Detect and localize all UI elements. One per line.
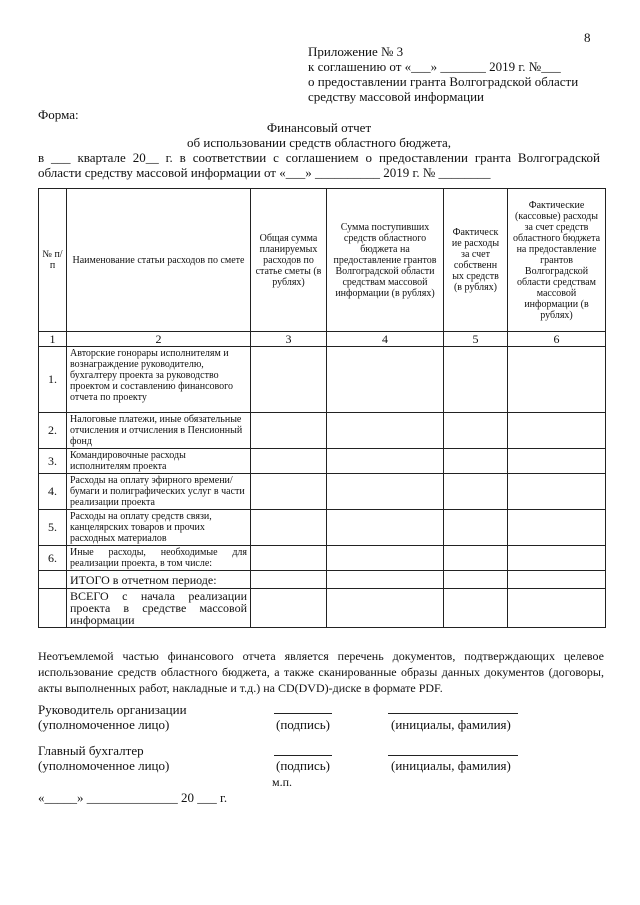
col-number: 2 — [67, 332, 251, 347]
head-name-caption: (инициалы, фамилия) — [391, 717, 511, 732]
column-number-row — [39, 332, 606, 347]
total-all-row — [39, 589, 606, 628]
cell-own-funds[interactable] — [444, 510, 508, 546]
total-period-label: ИТОГО в отчетном периоде: — [67, 571, 251, 589]
accountant-signature-caption: (подпись) — [276, 758, 330, 773]
cell-own-funds[interactable] — [444, 474, 508, 510]
col-number: 3 — [251, 332, 327, 347]
table-row — [39, 413, 606, 449]
table-row — [39, 449, 606, 474]
cell-actual[interactable] — [508, 510, 606, 546]
row-name: Расходы на оплату средств связи, канцелярских товаров и прочих расходных материалов — [67, 510, 251, 546]
accountant-name-caption: (инициалы, фамилия) — [391, 758, 511, 773]
appendix-line-2: к соглашению от «___» _______ 2019 г. №___ — [308, 59, 561, 74]
cell-own-funds[interactable] — [444, 413, 508, 449]
cell-received[interactable] — [327, 449, 444, 474]
cell-actual[interactable] — [508, 546, 606, 571]
cell-planned[interactable] — [251, 546, 327, 571]
title-line-2: об использовании средств областного бюджета, — [187, 135, 451, 150]
row-num: 1. — [39, 347, 67, 413]
cell-received[interactable] — [327, 571, 444, 589]
appendix-line-1: Приложение № 3 — [308, 44, 404, 59]
cell-own-funds[interactable] — [444, 571, 508, 589]
col-number: 4 — [327, 332, 444, 347]
cell-received[interactable] — [327, 589, 444, 628]
stamp-place: м.п. — [272, 775, 293, 789]
row-name: Иные расходы, необходимые для реализации проекта, в том числе: — [67, 546, 251, 571]
cell-own-funds[interactable] — [444, 546, 508, 571]
header-planned: Общая сумма планируемых расходов по статье сметы (в рублях) — [251, 189, 327, 332]
title-line-1: Финансовый отчет — [266, 120, 372, 135]
appendix-line-3: о предоставлении гранта Волгоградской области — [308, 74, 579, 89]
form-label: Форма: — [38, 107, 79, 122]
row-num-empty — [39, 571, 67, 589]
report-title — [38, 120, 600, 180]
col-number: 1 — [39, 332, 67, 347]
page-number: 8 — [584, 30, 591, 45]
row-name: Расходы на оплату эфирного времени/бумаги и полиграфических услуг в части реализации проекта — [67, 474, 251, 510]
head-title: Руководитель организации — [38, 702, 187, 717]
table-row — [39, 347, 606, 413]
col-number: 6 — [508, 332, 606, 347]
cell-received[interactable] — [327, 347, 444, 413]
cell-actual[interactable] — [508, 413, 606, 449]
cell-actual[interactable] — [508, 571, 606, 589]
table-row — [39, 546, 606, 571]
head-signature-line[interactable] — [274, 713, 332, 714]
total-period-row — [39, 571, 606, 589]
cell-received[interactable] — [327, 510, 444, 546]
row-num: 6. — [39, 546, 67, 571]
report-table — [38, 188, 606, 628]
accountant-title: Главный бухгалтер — [38, 743, 144, 758]
row-num: 5. — [39, 510, 67, 546]
note-paragraph: Неотъемлемой частью финансового отчета является перечень документов, подтверждающих целевое использование средств областного бюджета, а также сканированные образы данных документов (договоры, акты выполненных работ, накладные и т.д.) на CD(DVD)-диске в формате PDF. — [38, 649, 604, 695]
title-line-3: в ___ квартале 20__ г. в соответствии с соглашением о предоставлении гранта Волгоградской — [38, 150, 600, 165]
cell-own-funds[interactable] — [444, 449, 508, 474]
title-line-4: области средству массовой информации от «___» __________ 2019 г. № ________ — [38, 165, 491, 180]
cell-actual[interactable] — [508, 589, 606, 628]
row-name: Налоговые платежи, иные обязательные отчисления и отчисления в Пенсионный фонд — [67, 413, 251, 449]
head-signature-caption: (подпись) — [276, 717, 330, 732]
accountant-signature-line[interactable] — [274, 755, 332, 756]
cell-received[interactable] — [327, 474, 444, 510]
cell-planned[interactable] — [251, 589, 327, 628]
table-header-row — [39, 189, 606, 332]
appendix-line-4: средству массовой информации — [308, 89, 485, 104]
cell-actual[interactable] — [508, 449, 606, 474]
header-actual: Фактические (кассовые) расходы за счет средств областного бюджета на предоставление грантов Волгоградской области средствам массовой информации (в рублях) — [508, 189, 606, 332]
accountant-name-line[interactable] — [388, 755, 518, 756]
cell-planned[interactable] — [251, 413, 327, 449]
cell-planned[interactable] — [251, 449, 327, 474]
table-row — [39, 474, 606, 510]
cell-received[interactable] — [327, 413, 444, 449]
row-num-empty — [39, 589, 67, 628]
head-subtitle: (уполномоченное лицо) — [38, 717, 170, 732]
header-num: № п/п — [39, 189, 67, 332]
row-num: 4. — [39, 474, 67, 510]
cell-actual[interactable] — [508, 474, 606, 510]
cell-planned[interactable] — [251, 474, 327, 510]
cell-planned[interactable] — [251, 347, 327, 413]
cell-planned[interactable] — [251, 571, 327, 589]
cell-own-funds[interactable] — [444, 589, 508, 628]
row-name: Авторские гонорары исполнителям и вознаграждение руководителю, бухгалтеру проекта за руководство проектом и составлению финансового отчета по проекту — [67, 347, 251, 413]
header-own-funds: Фактическ ие расходы за счет собственн ых средств (в рублях) — [444, 189, 508, 332]
total-all-label: ВСЕГО с начала реализации проекта в средстве массовой информации — [67, 589, 251, 628]
row-num: 2. — [39, 413, 67, 449]
header-item-name: Наименование статьи расходов по смете — [67, 189, 251, 332]
cell-planned[interactable] — [251, 510, 327, 546]
accountant-subtitle: (уполномоченное лицо) — [38, 758, 170, 773]
row-num: 3. — [39, 449, 67, 474]
col-number: 5 — [444, 332, 508, 347]
appendix-header — [308, 44, 578, 104]
cell-actual[interactable] — [508, 347, 606, 413]
cell-own-funds[interactable] — [444, 347, 508, 413]
cell-received[interactable] — [327, 546, 444, 571]
date-line: «_____» ______________ 20 ___ г. — [38, 790, 228, 805]
table-row — [39, 510, 606, 546]
header-received: Сумма поступивших средств областного бюджета на предоставление грантов Волгоградской области средствам массовой информации (в рублях) — [327, 189, 444, 332]
row-name: Командировочные расходы исполнителям проекта — [67, 449, 251, 474]
head-name-line[interactable] — [388, 713, 518, 714]
